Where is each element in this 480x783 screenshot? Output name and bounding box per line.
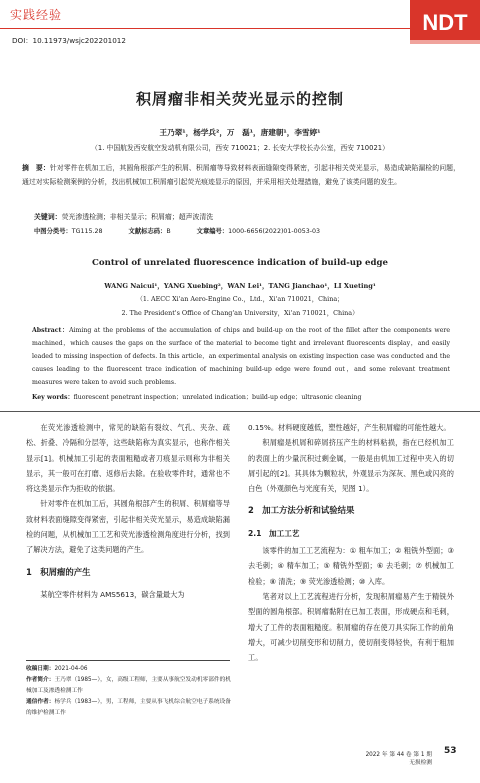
logo-stripe [410,40,480,44]
article-title-cn: 积屑瘤非相关荧光显示的控制 [135,90,344,108]
keywords-en-text: fluorescent penetrant inspection；unrelated indication；build-up edge；ultrasonic cleaning [73,394,362,401]
abstract-cn-text: 针对零件在机加工后，其圆角根部产生的积屑、积屑瘤等导致材料表面缝隙变得紧密，引起非相关荧光显示，易造成缺陷漏检的问题，通过对实际检测案例的分析，找出机械加工积屑瘤引起荧光痕迹显示的原因，并采用相关处理措施，避免了该类问题的发生。 [22,164,461,186]
subsection-heading-2-1: 2.1 加工工艺 [248,528,300,538]
document-code: 文献标志码：B [128,228,171,235]
abstract-en-label: Abstract： [32,327,70,334]
footnote-rule [26,660,230,661]
page-number: 53 [444,746,457,756]
affiliation-en-2: 2. The President's Office of Chang'an University，Xi'an 710021，China） [121,309,359,317]
keywords-cn-text: 荧光渗透检测；非相关显示；积屑瘤；超声波清洗 [61,213,214,221]
paragraph: 某航空零件材料为 AMS5613，碳含量最大为 [40,589,185,599]
authors-cn: 王乃翠¹，杨学兵²，万 磊¹，唐建朝¹，李雪婷¹ [159,128,321,137]
received-date: 收稿日期：2021-04-06 [26,666,88,672]
keywords-cn [34,211,213,221]
authors-en: WANG Naicui¹，YANG Xuebing²，WAN Lei¹，TANG Jianchao¹，LI Xueting¹ [104,282,376,290]
classification-line [34,226,320,235]
abstract-cn-label: 摘 要： [22,164,50,172]
section-heading-2: 2 加工方法分析和试验结果 [248,505,355,516]
journal-name: 无损检测 [409,760,432,766]
keywords-en [32,392,361,401]
section-divider [0,411,480,412]
abstract-en-text: Aiming at the problems of the accumulation of chips and build-up on the root of the fillet after the components were machined，which causes the gaps on the surface of the material to become tight and irrelevant fluorescents display，and easily leaded to missing inspection of defects. In this article，an experimental analysis on existing inspection case was conducted and the causes leading to the fluorescent trace indication of machining build-up edge were found out，and some relevant treatment measures were taken to avoid such problems. [32,327,450,386]
section-title: 实践经验 [10,8,63,22]
paragraph: 在荧光渗透检测中，常见的缺陷有裂纹、气孔、夹杂、疏松、折叠、冷隔和分层等，这些缺陷称为真实显示，也称作相关显示[1]。机械加工引起的表面粗糙或者刀痕显示则称为非相关显示，其一般可在打磨、返修后去除。在验收零件时，通常也不将这类显示作为拒收的依据。 [26,423,230,494]
clc-number: 中图分类号：TG115.28 [34,228,103,235]
abstract-en [32,324,450,389]
affiliation-en-1: （1. AECC Xi'an Aero-Engine Co.，Ltd.，Xi'an 710021，China； [136,295,344,303]
corresponding-author: 通信作者：杨学兵（1983—），男，工程师，主要从事飞机综合航空电子系统设备的维护检测工作 [26,699,231,716]
body-column-right [248,420,454,665]
article-title-en: Control of unrelated fluorescence indication of build-up edge [92,258,388,268]
journal-issue [350,751,432,767]
journal-logo [410,0,480,44]
keywords-cn-label: 关键词： [34,213,62,221]
article-number: 文章编号：1000-6656(2022)01-0053-03 [196,228,320,235]
section-heading-1: 1 积屑瘤的产生 [26,566,91,577]
footnotes [26,664,232,719]
header-rule [0,28,410,29]
body-column-left [26,420,230,602]
paragraph: 针对零件在机加工后，其圆角根部产生的积屑、积屑瘤等导致材料表面缝隙变得紧密，引起非相关荧光显示，易造成缺陷漏检的问题，从机械加工工艺和荧光渗透检测角度进行分析，找到了解决方法，避免了这类问题的产生。 [26,499,230,555]
paragraph: 积屑瘤是机屑和碎屑挤压产生的材料粘损，指在已经机加工的表面上的少量沉积过剩金属，一般是由机加工过程中夹入的切屑引起的[2]。其具体为颗粒状，外观显示为深灰、黑色或闪亮的白色（外观颜色与光度有关，见图 1）。 [248,438,454,494]
paragraph: 该零件的加工工艺流程为：① 粗车加工；② 粗铣外型面；③ 去毛刺；④ 精车加工；⑤ 精铣外型面；⑥ 去毛刺；⑦ 机械加工检验；⑧ 清洗；⑨ 荧光渗透检测；⑩ 入库。 [248,546,454,586]
logo-text: NDT [422,10,468,35]
affiliation-cn: （1. 中国航发西安航空发动机有限公司，西安 710021；2. 长安大学校长办公室，西安 710021） [91,144,389,152]
paragraph: 笔者对以上工艺流程进行分析，发现积屑瘤易产生于精铣外型面的圆角根部。积屑瘤黏附在已加工表面，形成硬点和毛刺，增大了工件的表面粗糙度。积屑瘤的存在使刀具实际工作的前角增大，可减少切削变形和切削力，使切削变得轻快，有利于粗加工。 [248,591,454,663]
abstract-cn [22,161,460,189]
issue-line: 2022 年 第 44 卷 第 1 期 [365,752,432,758]
doi: DOI：10.11973/wsjc202201012 [12,36,126,45]
author-bio: 作者简介：王乃翠（1985—），女，高级工程师，主要从事航空发动机零部件的机械加工及渗透检测工作 [26,677,231,694]
keywords-en-label: Key words： [32,394,74,401]
paragraph: 0.15%。材料硬度越低，塑性越好，产生积屑瘤的可能性越大。 [248,423,451,432]
